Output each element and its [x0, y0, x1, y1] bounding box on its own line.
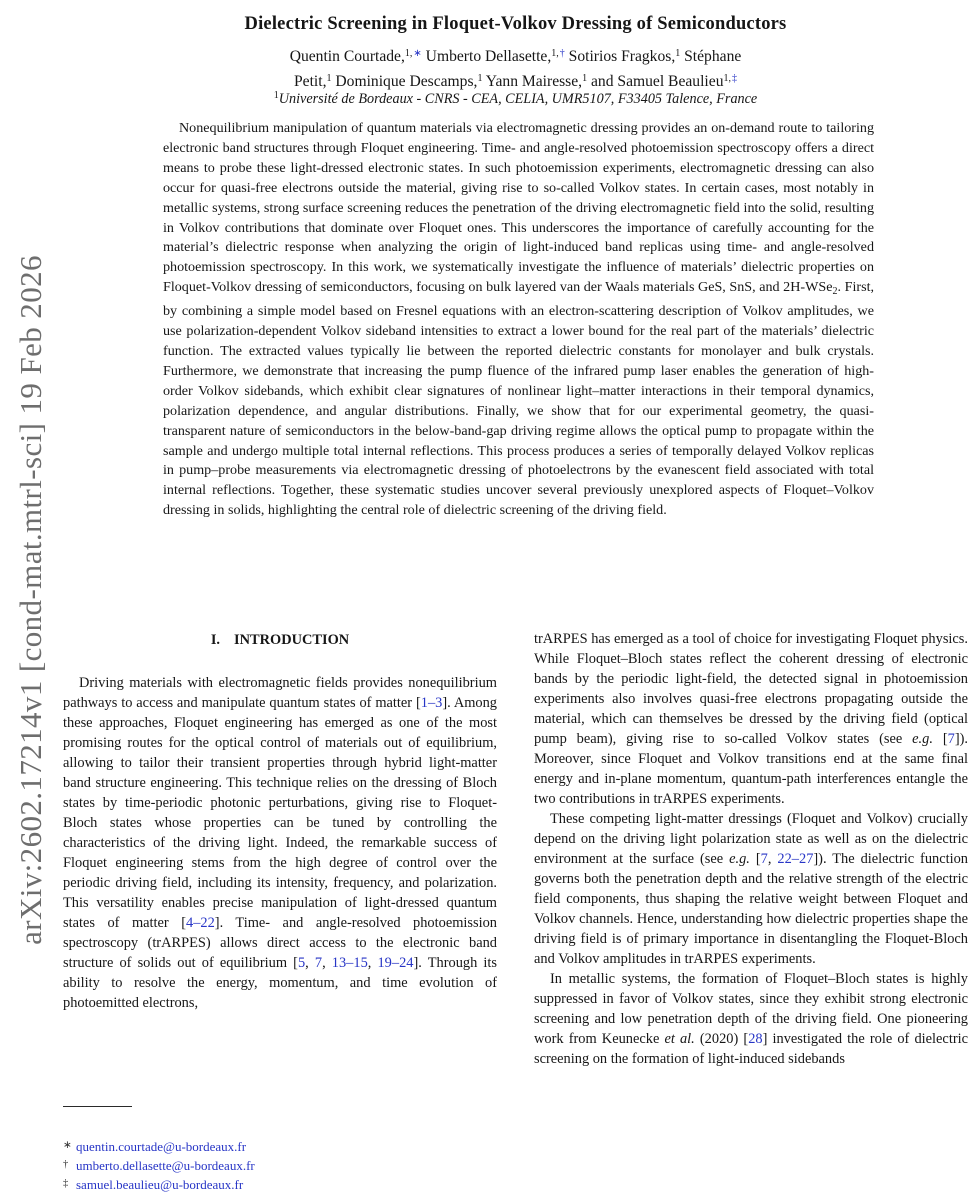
footnote-mark: ‡ — [63, 1178, 69, 1189]
superscript: 1 — [477, 72, 483, 84]
intro-paragraph — [63, 673, 497, 1013]
text-segment: ]). The dielectric function governs both the penetration depth and the relative strength of the electric field components, thus shaping the relative weight between Floquet and Volkov channels. Hence, understanding how dielectric properties shape the driving field is of primary importance in disentangling the Floquet-Bloch and Volkov amplitudes in trARPES experiments. — [534, 851, 968, 967]
affiliation — [63, 90, 968, 108]
section-title: INTRODUCTION — [234, 632, 350, 648]
footnote-mark-link[interactable]: ‡ — [732, 72, 737, 84]
text-segment: ]. Through its ability to resolve the energy, momentum, and time evolution of photoemitted electrons, — [63, 955, 497, 1011]
right-column — [534, 629, 968, 1200]
citation-link[interactable]: 4–22 — [186, 915, 215, 931]
section-heading-introduction — [63, 630, 497, 650]
text-segment: Nonequilibrium manipulation of quantum materials via electromagnetic dressing provides an on-demand route to tailoring electronic band structures through Floquet engineering. Time- and angle-resolved photoemission spectroscopy offers a direct means to probe these light-dressed electronic states. In such photoemission experiments, electromagnetic dressing can also occur for quasi-free electrons outside the material, giving rise to so-called Volkov states. In certain cases, most notably in metallic systems, strong surface screening reduces the penetration of the driving electromagnetic field into the solid, resulting in Volkov contributions that dominate over Floquet ones. This underscores the importance of carefully accounting for the material’s dielectric response when analyzing the origin of light-induced band replicas using time- and angle-resolved photoemission spectroscopy. In this work, we systematically investigate the influence of materials’ dielectric properties on Floquet-Volkov dressing of semiconductors, focusing on bulk layered van der Waals materials GeS, SnS, and 2H-WSe — [163, 120, 874, 296]
right-column-paragraph-1 — [534, 629, 968, 809]
text-segment: , — [767, 851, 778, 867]
text-segment: ]. Time- and angle-resolved photoemission spectroscopy (trARPES) allows direct access to the electronic band structure of solids out of equilibrium [ — [63, 915, 497, 971]
citation-link[interactable]: 7 — [760, 851, 768, 867]
citation-link[interactable]: 7 — [947, 731, 955, 747]
footnote-item — [63, 1156, 497, 1175]
text-segment: Petit, — [294, 72, 327, 90]
footnote-email-link[interactable]: samuel.beaulieu@u-bordeaux.fr — [76, 1177, 244, 1192]
footnote-email-link[interactable]: quentin.courtade@u-bordeaux.fr — [76, 1139, 247, 1154]
text-segment: , — [367, 955, 378, 971]
abstract-text — [163, 119, 874, 521]
superscript: 1 — [675, 48, 681, 59]
citation-link[interactable]: 13–15 — [331, 955, 368, 971]
text-segment: Sotirios Fragkos, — [564, 48, 676, 65]
author-line-2 — [63, 68, 968, 93]
footnote-mark-link[interactable]: ∗ — [413, 48, 422, 59]
page-title: Dielectric Screening in Floquet-Volkov Dressing of Semiconductors — [244, 14, 787, 35]
right-column-paragraph-3 — [534, 969, 968, 1069]
text-segment: , — [305, 955, 315, 971]
superscript: 1, — [404, 48, 413, 59]
subscript: 2 — [832, 286, 838, 298]
text-segment: [ — [932, 731, 948, 747]
text-segment: ] investigated the role of dielectric screening on the formation of light-induced sidebands — [534, 1031, 968, 1067]
citation-link[interactable]: 7 — [314, 955, 323, 971]
text-segment: [ — [749, 851, 761, 867]
text-segment: Stéphane — [680, 48, 742, 65]
citation-link[interactable]: 5 — [297, 955, 306, 971]
superscript: 1 — [326, 72, 332, 84]
footnote-email-link[interactable]: umberto.dellasette@u-bordeaux.fr — [76, 1158, 255, 1173]
footnotes-block — [63, 1106, 497, 1194]
text-segment: and Samuel Beaulieu — [587, 72, 724, 90]
text-segment: ]). Moreover, since Floquet and Volkov transitions end at the same final energy and in-plane momentum, quantum-path interferences entangle the two contributions in trARPES experiments. — [534, 731, 968, 807]
citation-link[interactable]: 28 — [748, 1031, 763, 1047]
citation-link[interactable]: 22–27 — [777, 851, 814, 867]
citation-link[interactable]: 19–24 — [377, 955, 414, 971]
italic-text: e.g. — [729, 851, 750, 867]
superscript: 1, — [551, 48, 559, 59]
superscript: 1 — [273, 90, 279, 101]
italic-text: e.g. — [912, 731, 933, 747]
italic-text: et al. — [664, 1031, 695, 1047]
text-segment: These competing light-matter dressings (Floquet and Volkov) crucially depend on the driving light polarization state as well as on the dielectric environment at the surface (see — [534, 811, 968, 867]
text-segment: Dominique Descamps, — [331, 72, 478, 90]
section-number: I. — [210, 632, 221, 648]
text-segment: In metallic systems, the formation of Floquet–Bloch states is highly suppressed in favor of Volkov states, since they exhibit strong electronic screening and low penetration depth of the driving field. One pioneering work from Keunecke — [534, 971, 968, 1047]
text-segment: . First, by combining a simple model based on Fresnel equations with an electron-scattering description of Volkov amplitudes, we use polarization-dependent Volkov sideband intensities to extract a lower bound for the real part of the materials’ dielectric function. The extracted values typically lie between the reported dielectric constants for monolayer and bulk crystals. Furthermore, we demonstrate that increasing the pump fluence of the infrared pump laser enables the generation of high-order Volkov sidebands, which exhibit clear signatures of nonlinear light–matter interactions in their temporal dynamics, polarization dependence, and angular distributions. Finally, we show that for our experimental geometry, the quasi-transparent nature of semiconductors in the below-band-gap driving regime allows the optical pump to propagate within the sample and undergo multiple total internal reflections. This process produces a series of temporally delayed Volkov replicas in pump–probe measurements via electromagnetic dressing of photoelectrons by the evanescent field associated with total internal reflections. Together, these systematic studies uncover several previously unexplored aspects of Floquet–Volkov dressing in solids, highlighting the central role of dielectric screening of the driving field. — [163, 279, 875, 519]
italic-text: Université de Bordeaux - CNRS - CEA, CELIA, UMR5107, F33405 Talence, France — [278, 91, 758, 107]
text-segment: Quentin Courtade, — [289, 48, 405, 65]
text-segment: trARPES has emerged as a tool of choice for investigating Floquet physics. While Floquet–Bloch states reflect the coherent dressing of electronic bands by the periodic light-field, the detected signal in photoemission experiments also involves quasi-free electrons propagating outside the material, which can themselves be dressed by the driving field (optical pump beam), giving rise to so-called Volkov states (see — [534, 631, 968, 747]
footnote-item — [63, 1175, 497, 1194]
text-segment: , — [322, 955, 332, 971]
footnote-rule — [63, 1106, 132, 1107]
footnote-mark-link[interactable]: † — [559, 48, 565, 59]
text-segment: Umberto Dellasette, — [421, 48, 552, 65]
footnote-mark: † — [63, 1159, 69, 1170]
text-segment: Yann Mairesse, — [482, 72, 583, 90]
intro-paragraph-wrap — [63, 673, 497, 1013]
text-segment: ]. Among these approaches, Floquet engineering has emerged as one of the most promising routes for the optical control of materials out of equilibrium, allowing to tailor their transient properties through hybrid light-matter band structure engineering. This technique relies on the dressing of Bloch states by time-periodic photonic perturbations, giving rise to Floquet-Bloch states whose properties can be tuned by controlling the characteristics of the driving light. Indeed, the remarkable success of Floquet engineering stems from the high degree of control over the periodic driving field, including its intensity, frequency, and polarization. This versatility enables precise manipulation of light-dressed quantum states of matter [ — [63, 695, 497, 931]
right-column-paragraph-2 — [534, 809, 968, 969]
author-line-1 — [63, 43, 968, 68]
author-byline — [63, 43, 968, 92]
arxiv-stamp: arXiv:2602.17214v1 [cond-mat.mtrl-sci] 19 Feb 2026 — [13, 255, 48, 945]
footnote-item — [63, 1137, 497, 1156]
footnote-mark: ∗ — [63, 1140, 72, 1151]
superscript: 1 — [582, 72, 588, 84]
citation-link[interactable]: 1–3 — [420, 695, 443, 711]
text-segment: Driving materials with electromagnetic fields provides nonequilibrium pathways to access and manipulate quantum states of matter [ — [63, 675, 497, 711]
superscript: 1, — [723, 72, 731, 84]
text-segment: (2020) [ — [694, 1031, 749, 1047]
